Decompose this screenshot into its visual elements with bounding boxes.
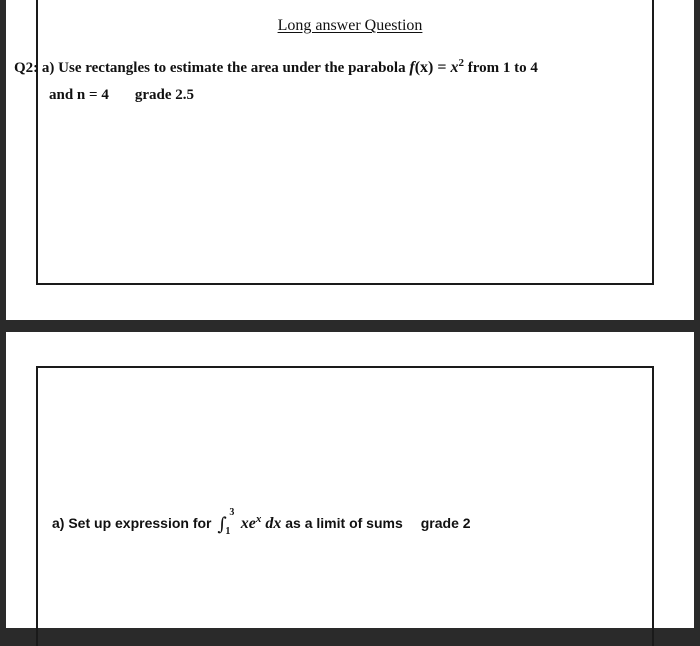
function-argument: (x) — [414, 59, 434, 76]
question-line-1 — [14, 59, 538, 77]
integrand — [241, 515, 282, 532]
function-expression — [409, 59, 464, 76]
integrand-variable: x — [240, 515, 249, 532]
integral-question — [52, 507, 471, 537]
integral-symbol: ∫ — [217, 514, 227, 535]
question-n-value: and n = 4 — [49, 87, 109, 103]
integrand-exponent: x — [255, 513, 262, 525]
question-range: from 1 to 4 — [467, 60, 538, 76]
question-line-2 — [49, 87, 194, 104]
integral-upper-limit: 3 — [229, 507, 235, 518]
answer-box-top — [36, 0, 654, 285]
part-grade: grade 2 — [420, 515, 471, 531]
document-page-bottom — [6, 332, 694, 628]
equals-sign: = — [433, 59, 451, 76]
integral-differential: dx — [265, 515, 282, 532]
integral-lower-limit: 1 — [225, 526, 231, 537]
function-exponent: 2 — [458, 57, 464, 69]
answer-box-bottom — [36, 366, 654, 646]
section-heading: Long answer Question — [277, 17, 423, 34]
integral-sign — [217, 507, 235, 537]
function-variable: x — [450, 59, 459, 76]
document-page-top — [6, 0, 694, 320]
question-prefix: Q2: a) Use rectangles to estimate the area under the parabola — [14, 60, 406, 76]
part-prefix: a) Set up expression for — [52, 515, 212, 531]
part-suffix: as a limit of sums — [285, 515, 403, 531]
question-grade: grade 2.5 — [134, 87, 194, 103]
integrand-base: e — [248, 515, 256, 532]
function-name: f — [409, 59, 415, 76]
